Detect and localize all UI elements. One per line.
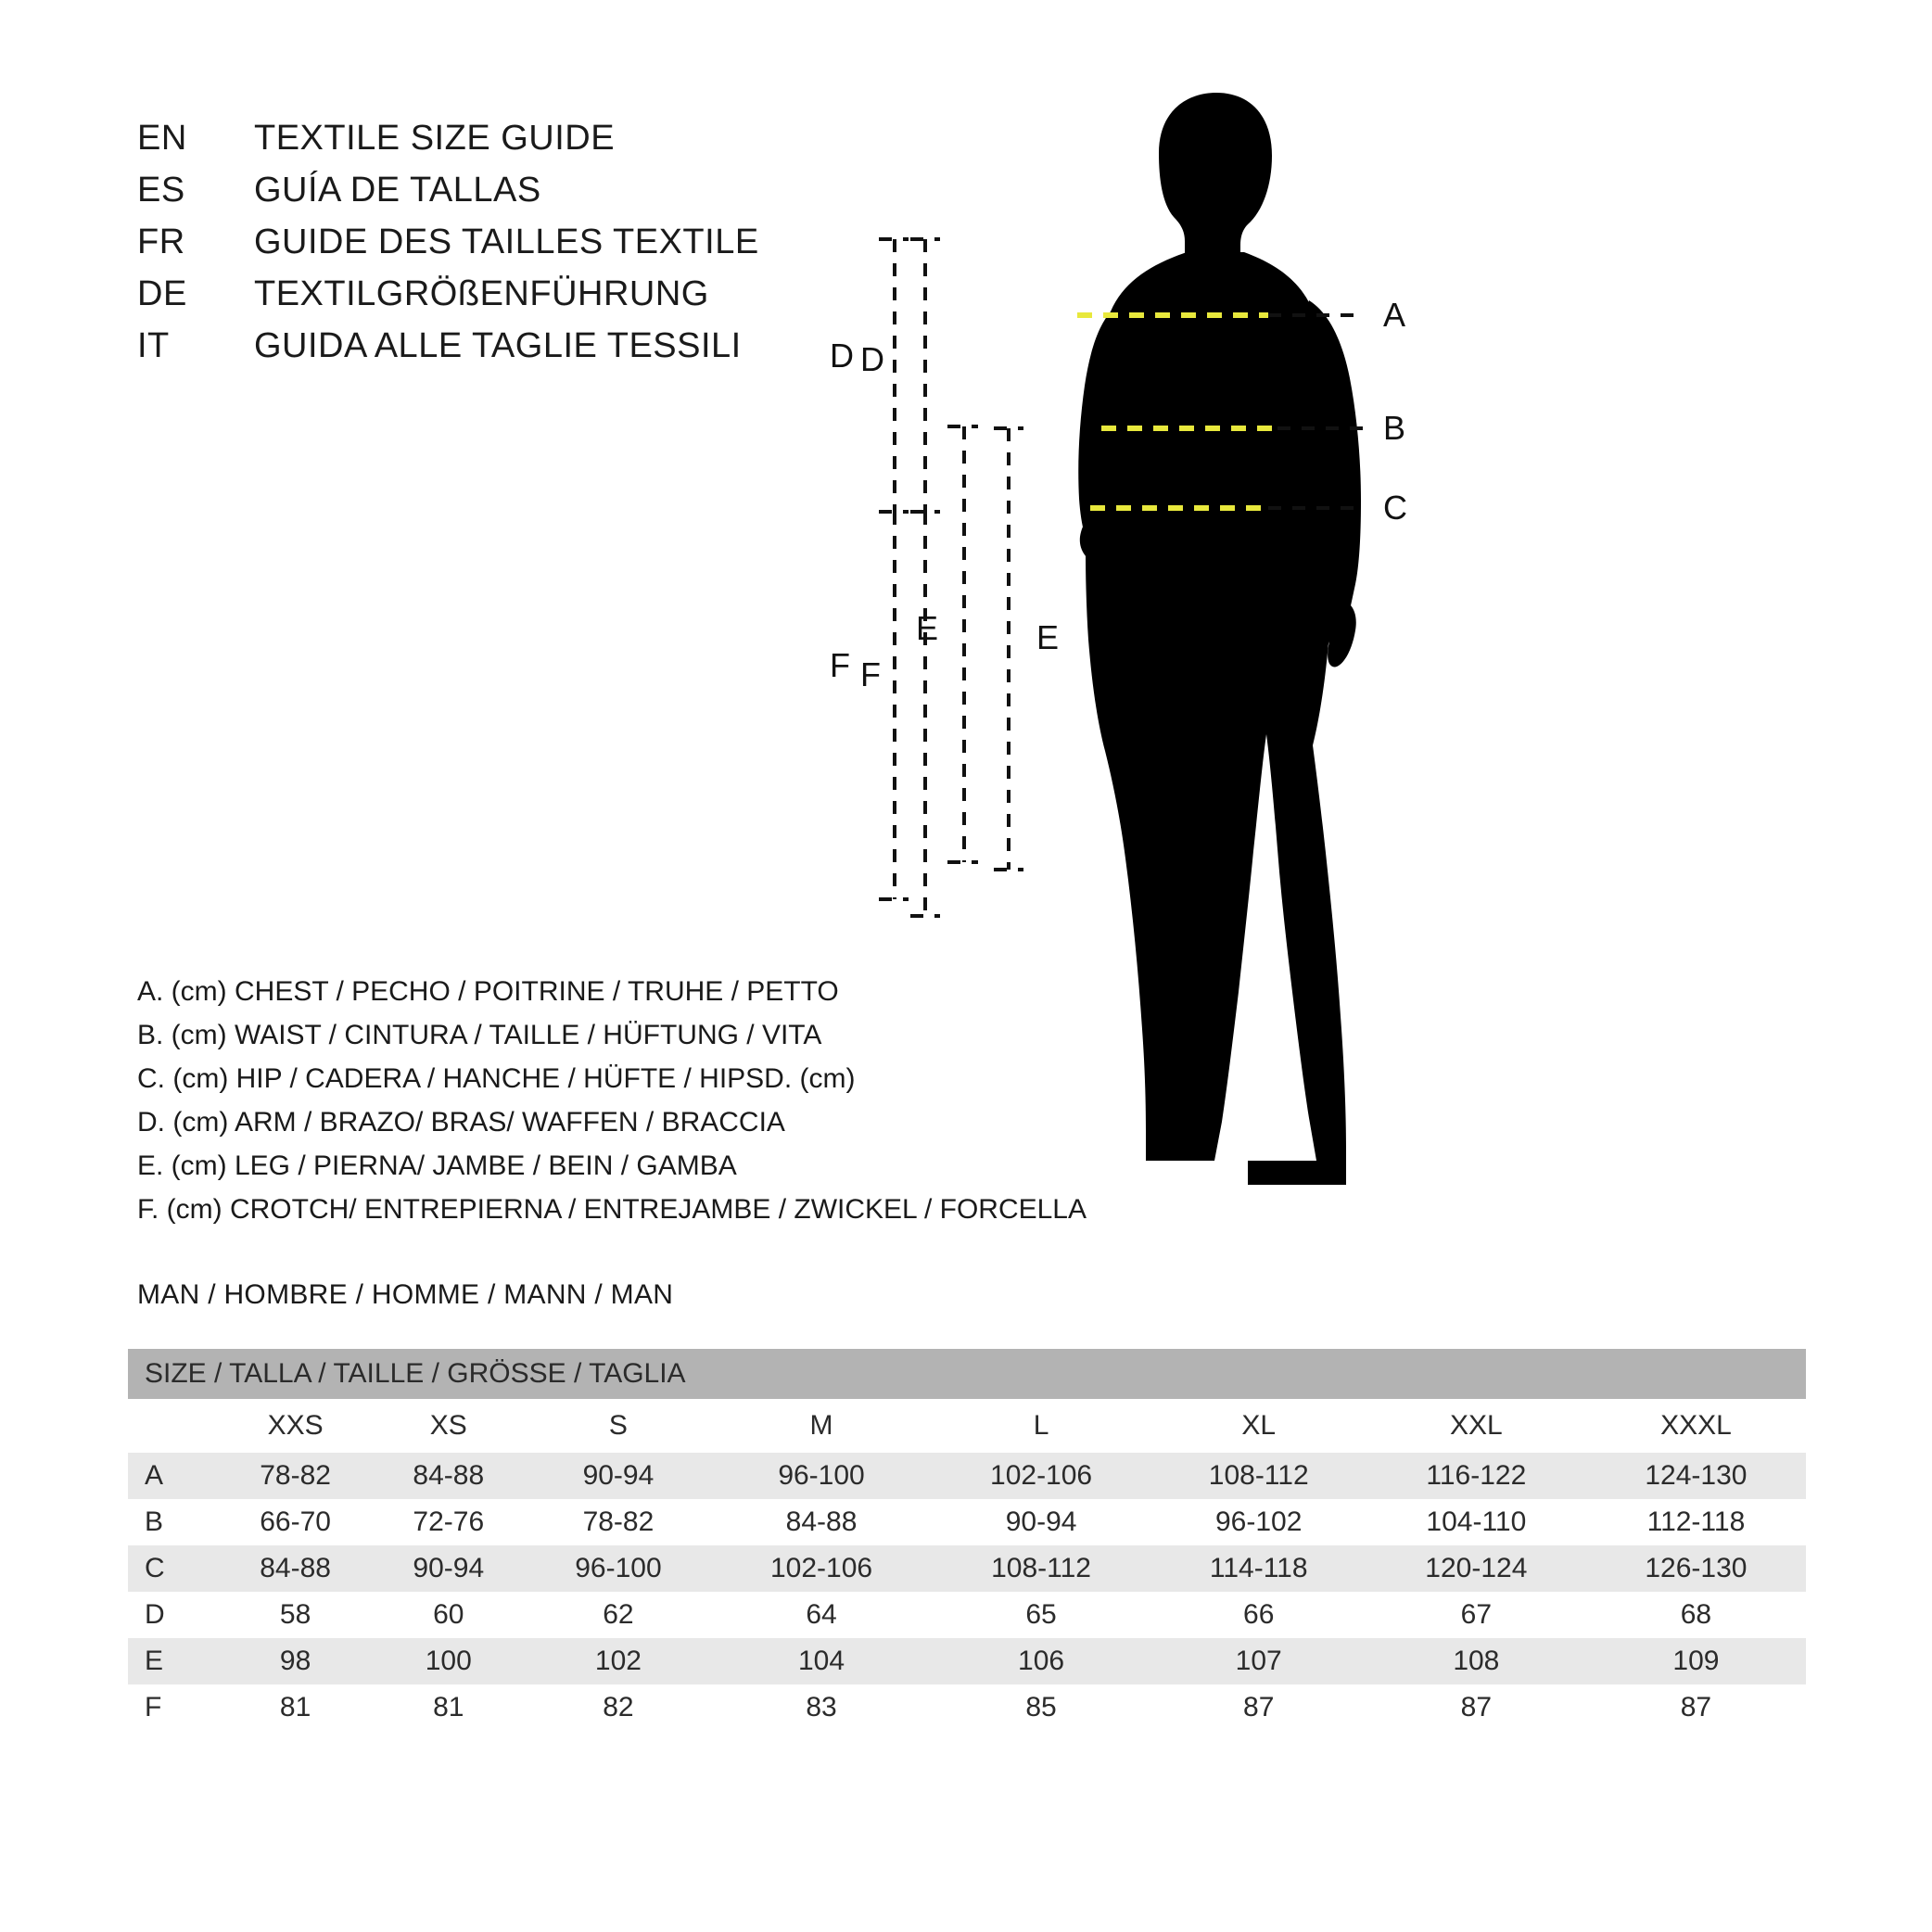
legend-item-d: D. (cm) ARM / BRAZO/ BRAS/ WAFFEN / BRACCIA	[137, 1107, 785, 1138]
cell-f-xs: 81	[372, 1684, 525, 1731]
cell-e-l: 106	[932, 1638, 1151, 1684]
cell-f-xxs: 81	[219, 1684, 372, 1731]
table-row	[128, 1638, 1806, 1684]
callout-label-b: B	[1383, 409, 1406, 447]
cell-c-xs: 90-94	[372, 1545, 525, 1592]
dimension-label-e: E	[916, 609, 939, 647]
cell-d-l: 65	[932, 1592, 1151, 1638]
table-row	[128, 1545, 1806, 1592]
size-header-xl: XL	[1151, 1399, 1366, 1453]
cell-e-xs: 100	[372, 1638, 525, 1684]
bracket-label-f: F	[860, 655, 881, 693]
cell-a-xxl: 116-122	[1366, 1453, 1586, 1499]
cell-d-xl: 66	[1151, 1592, 1366, 1638]
cell-e-xxl: 108	[1366, 1638, 1586, 1684]
table-band-header	[128, 1349, 1806, 1399]
cell-b-xxs: 66-70	[219, 1499, 372, 1545]
cell-e-xl: 107	[1151, 1638, 1366, 1684]
bracket-label-e: E	[1036, 618, 1060, 656]
cell-d-m: 64	[712, 1592, 932, 1638]
table-row	[128, 1499, 1806, 1545]
legend-item-f: F. (cm) CROTCH/ ENTREPIERNA / ENTREJAMBE / ZWICKEL / FORCELLA	[137, 1194, 1087, 1225]
size-header-l: L	[932, 1399, 1151, 1453]
bracket-f	[910, 512, 940, 916]
legend-item-b: B. (cm) WAIST / CINTURA / TAILLE / HÜFTUNG / VITA	[137, 1020, 822, 1050]
language-title: GUIDA ALLE TAGLIE TESSILI	[254, 326, 742, 365]
cell-b-m: 84-88	[712, 1499, 932, 1545]
legend-item-a: A. (cm) CHEST / PECHO / POITRINE / TRUHE / PETTO	[137, 976, 839, 1007]
callout-label-c: C	[1383, 489, 1407, 527]
cell-a-l: 102-106	[932, 1453, 1151, 1499]
size-header-xxs: XXS	[219, 1399, 372, 1453]
size-header-xs: XS	[372, 1399, 525, 1453]
cell-e-m: 104	[712, 1638, 932, 1684]
cell-b-xl: 96-102	[1151, 1499, 1366, 1545]
cell-a-m: 96-100	[712, 1453, 932, 1499]
table-size-header-row	[128, 1399, 1806, 1453]
cell-b-s: 78-82	[525, 1499, 711, 1545]
cell-c-xxs: 84-88	[219, 1545, 372, 1592]
cell-c-m: 102-106	[712, 1545, 932, 1592]
cell-e-s: 102	[525, 1638, 711, 1684]
language-title: TEXTILE SIZE GUIDE	[254, 119, 616, 158]
language-title: GUÍA DE TALLAS	[254, 171, 541, 210]
gender-label: MAN / HOMBRE / HOMME / MANN / MAN	[137, 1279, 674, 1310]
cell-d-xs: 60	[372, 1592, 525, 1638]
table-row	[128, 1453, 1806, 1499]
cell-f-l: 85	[932, 1684, 1151, 1731]
cell-b-xxl: 104-110	[1366, 1499, 1586, 1545]
dimension-brackets-svg	[742, 83, 1131, 1224]
cell-a-xxs: 78-82	[219, 1453, 372, 1499]
row-key-c: C	[128, 1545, 219, 1592]
language-title: TEXTILGRÖßENFÜHRUNG	[254, 274, 709, 313]
cell-c-s: 96-100	[525, 1545, 711, 1592]
cell-f-s: 82	[525, 1684, 711, 1731]
cell-f-xxxl: 87	[1586, 1684, 1806, 1731]
size-header-xxl: XXL	[1366, 1399, 1586, 1453]
row-key-a: A	[128, 1453, 219, 1499]
cell-b-xxxl: 112-118	[1586, 1499, 1806, 1545]
cell-a-xl: 108-112	[1151, 1453, 1366, 1499]
table-band-label: SIZE / TALLA / TAILLE / GRÖSSE / TAGLIA	[128, 1349, 1806, 1399]
cell-c-xxl: 120-124	[1366, 1545, 1586, 1592]
cell-c-xl: 114-118	[1151, 1545, 1366, 1592]
cell-f-xxl: 87	[1366, 1684, 1586, 1731]
cell-d-xxxl: 68	[1586, 1592, 1806, 1638]
cell-d-s: 62	[525, 1592, 711, 1638]
dimension-label-d: D	[830, 337, 854, 375]
language-code: IT	[137, 326, 170, 365]
table-corner-cell	[128, 1399, 219, 1453]
language-code: DE	[137, 274, 187, 313]
legend-item-c: C. (cm) HIP / CADERA / HANCHE / HÜFTE / HIPSD. (cm)	[137, 1063, 856, 1094]
row-key-e: E	[128, 1638, 219, 1684]
cell-d-xxl: 67	[1366, 1592, 1586, 1638]
dimension-label-f: F	[830, 646, 850, 684]
cell-a-xxxl: 124-130	[1586, 1453, 1806, 1499]
size-header-xxxl: XXXL	[1586, 1399, 1806, 1453]
table-row	[128, 1684, 1806, 1731]
row-key-d: D	[128, 1592, 219, 1638]
cell-c-xxxl: 126-130	[1586, 1545, 1806, 1592]
language-code: FR	[137, 222, 185, 261]
table-row	[128, 1592, 1806, 1638]
cell-f-m: 83	[712, 1684, 932, 1731]
cell-a-xs: 84-88	[372, 1453, 525, 1499]
size-header-m: M	[712, 1399, 932, 1453]
cell-c-l: 108-112	[932, 1545, 1151, 1592]
bracket-d	[910, 239, 940, 512]
cell-a-s: 90-94	[525, 1453, 711, 1499]
bracket-e	[994, 428, 1023, 870]
cell-b-l: 90-94	[932, 1499, 1151, 1545]
size-header-s: S	[525, 1399, 711, 1453]
body-measurement-diagram	[830, 83, 1910, 1224]
row-key-b: B	[128, 1499, 219, 1545]
size-table	[128, 1349, 1806, 1731]
bracket-label-d: D	[860, 340, 884, 378]
callout-label-a: A	[1383, 296, 1406, 334]
row-key-f: F	[128, 1684, 219, 1731]
language-title: GUIDE DES TAILLES TEXTILE	[254, 222, 759, 261]
silhouette-svg	[830, 83, 1910, 1224]
cell-f-xl: 87	[1151, 1684, 1366, 1731]
cell-d-xxs: 58	[219, 1592, 372, 1638]
cell-b-xs: 72-76	[372, 1499, 525, 1545]
cell-e-xxs: 98	[219, 1638, 372, 1684]
legend-item-e: E. (cm) LEG / PIERNA/ JAMBE / BEIN / GAMBA	[137, 1150, 737, 1181]
cell-e-xxxl: 109	[1586, 1638, 1806, 1684]
language-code: EN	[137, 119, 187, 158]
language-code: ES	[137, 171, 185, 210]
